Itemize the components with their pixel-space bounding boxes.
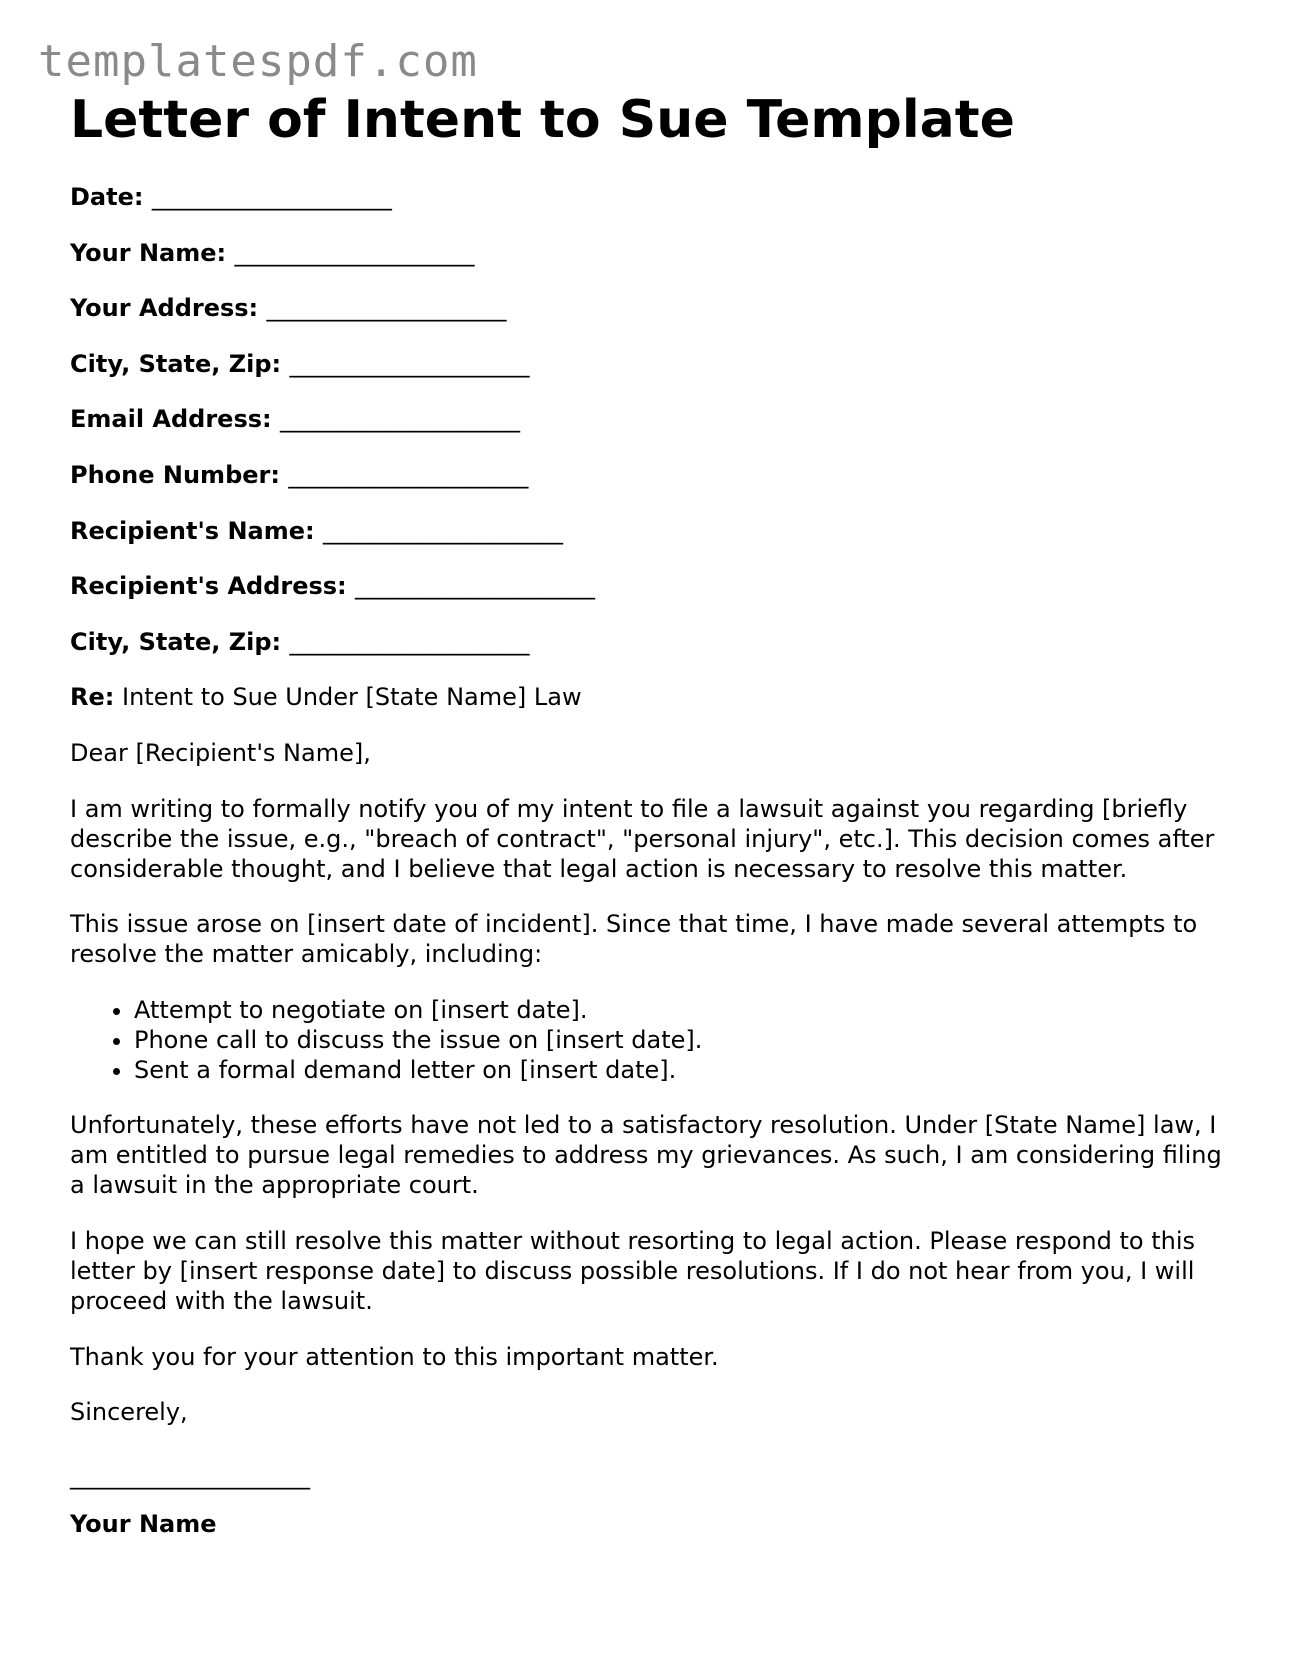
- watermark: templatespdf.com: [38, 36, 478, 87]
- body-paragraph-3: Unfortunately, these efforts have not led to a satisfactory resolution. Under [State Name] law, I am entitled to pursue legal remedies to address my grievances. As such, I am considering filing a lawsuit in the appropriate court.: [70, 1111, 1222, 1200]
- field-label: City, State, Zip:: [70, 349, 282, 378]
- field-blank: ____________________: [279, 405, 520, 434]
- field-your-address: [70, 293, 1230, 323]
- closing: Sincerely,: [70, 1398, 188, 1427]
- field-label: Phone Number:: [70, 460, 280, 489]
- signature-line: ____________________: [70, 1462, 310, 1491]
- body-paragraph-4: I hope we can still resolve this matter without resorting to legal action. Please respond to this letter by [insert response date] to discuss possible resolutions. If I do not hear from you, I will proceed with the lawsuit.: [70, 1226, 1196, 1315]
- letter-page: [70, 90, 1230, 1539]
- list-item: • Attempt to negotiate on [insert date].: [134, 995, 1230, 1025]
- field-label: Your Address:: [70, 294, 259, 323]
- field-label: Date:: [70, 183, 144, 211]
- field-label: Your Name:: [70, 238, 227, 267]
- subject-line: [70, 682, 1230, 712]
- signature-name: Your Name: [70, 1510, 217, 1539]
- field-date: [70, 182, 1230, 212]
- field-email-address: [70, 404, 1230, 434]
- subject-label: Re:: [70, 683, 115, 712]
- body-paragraph-5: Thank you for your attention to this important matter.: [70, 1342, 719, 1371]
- field-label: Recipient's Name:: [70, 516, 315, 545]
- field-phone-number: [70, 460, 1230, 490]
- header-fields: [70, 182, 1230, 657]
- field-recipient-city-state-zip: [70, 627, 1230, 657]
- field-blank: ____________________: [355, 572, 596, 601]
- field-city-state-zip: [70, 349, 1230, 379]
- salutation: Dear [Recipient's Name],: [70, 738, 371, 767]
- field-blank: ____________________: [266, 294, 507, 323]
- field-recipient-address: [70, 571, 1230, 601]
- list-item: • Sent a formal demand letter on [insert date].: [134, 1055, 1230, 1085]
- attempts-list: [70, 995, 1230, 1085]
- field-label: Email Address:: [70, 405, 272, 434]
- field-recipient-name: [70, 516, 1230, 546]
- page-title: Letter of Intent to Sue Template: [70, 90, 1015, 150]
- field-label: City, State, Zip:: [70, 627, 282, 656]
- field-blank: ____________________: [289, 349, 530, 378]
- field-your-name: [70, 238, 1230, 268]
- field-label: Recipient's Address:: [70, 572, 347, 601]
- subject-text: Intent to Sue Under [State Name] Law: [122, 683, 582, 712]
- field-blank: ____________________: [288, 460, 529, 489]
- field-blank: ____________________: [234, 238, 475, 267]
- body-paragraph-1: I am writing to formally notify you of my intent to file a lawsuit against you regarding [briefly describe the issue, e.g., "breach of contract", "personal injury", etc.]. This decision comes after considerable thought, and I believe that legal action is necessary to resolve this matter.: [70, 794, 1215, 883]
- field-blank: ____________________: [151, 183, 392, 211]
- field-blank: ____________________: [289, 627, 530, 656]
- body-paragraph-2: This issue arose on [insert date of incident]. Since that time, I have made several attempts to resolve the matter amicably, including:: [70, 910, 1198, 969]
- list-item: • Phone call to discuss the issue on [insert date].: [134, 1025, 1230, 1055]
- field-blank: ____________________: [322, 516, 563, 545]
